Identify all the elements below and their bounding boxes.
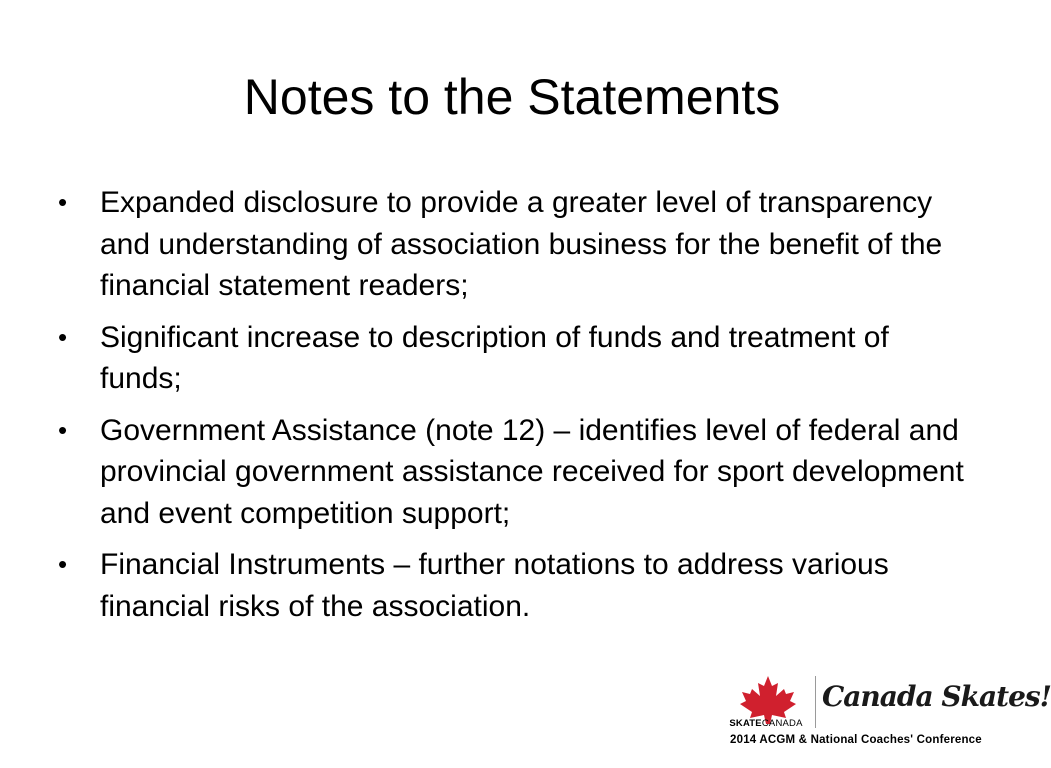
bullet-marker: •: [58, 321, 68, 352]
canada-skates-logo: Canada Skates!: [822, 680, 1051, 713]
bullet-text: Financial Instruments – further notations to address various financial risks of the association.: [100, 548, 889, 623]
bullet-item: [58, 410, 968, 535]
bullet-marker: •: [58, 549, 68, 579]
bullet-item: [58, 544, 968, 627]
slide-title: Notes to the Statements: [243, 69, 781, 125]
bullet-marker: •: [58, 187, 68, 217]
skate-canada-logo-light: CANADA: [761, 718, 803, 729]
footer-branding: [718, 672, 1051, 764]
skate-canada-logo-bold: SKATE: [729, 718, 762, 729]
conference-caption: 2014 ACGM & National Coaches' Conference: [730, 734, 982, 746]
bullet-item: [58, 182, 968, 307]
bullet-text: Significant increase to description of funds and treatment of funds;: [100, 320, 889, 395]
bullet-marker: •: [58, 414, 68, 445]
logo-divider: [815, 676, 816, 728]
bullet-text: Government Assistance (note 12) – identifies level of federal and provincial government assistance received for sport development and event competition support;: [100, 413, 964, 530]
bullet-item: [58, 317, 968, 400]
bullet-list: [58, 182, 968, 637]
skate-canada-logo: [722, 718, 810, 729]
bullet-text: Expanded disclosure to provide a greater level of transparency and understanding of association business for the benefit of the financial statement readers;: [100, 186, 943, 302]
